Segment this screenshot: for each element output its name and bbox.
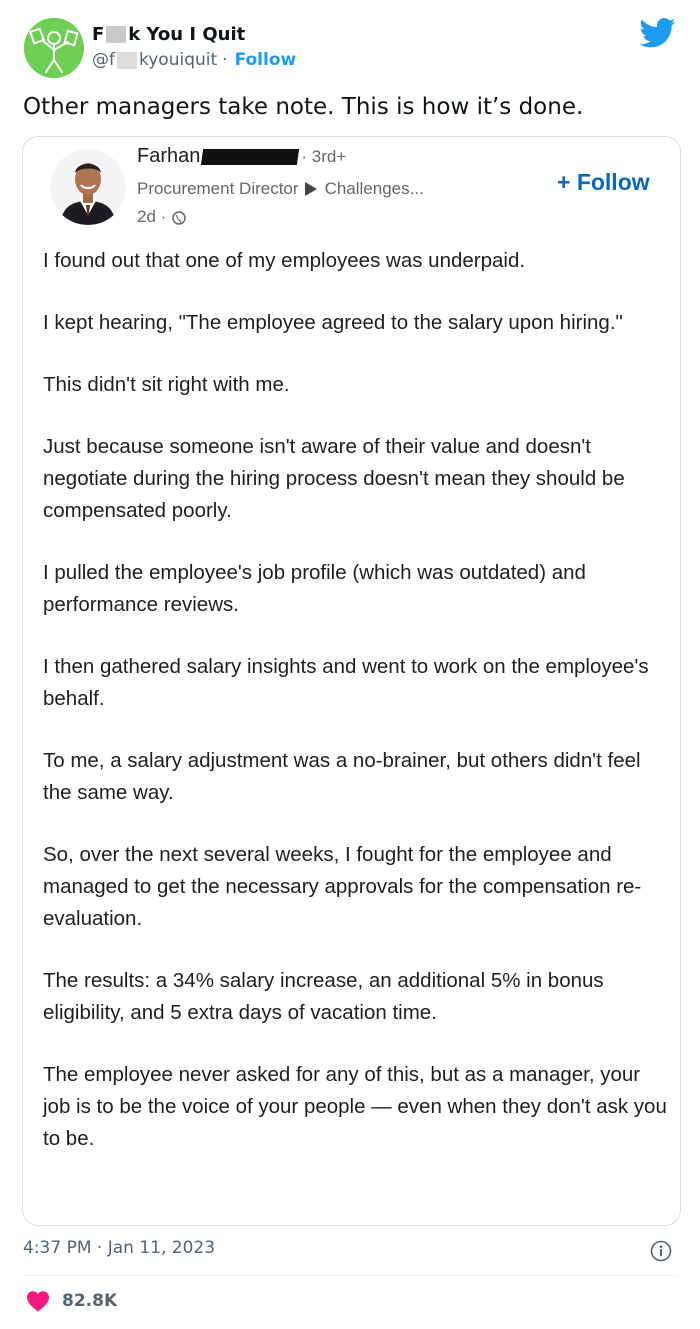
post-paragraph: I then gathered salary insights and went to work on the employee's behalf. bbox=[43, 655, 649, 710]
arrow-right-icon bbox=[305, 182, 317, 196]
footer-divider bbox=[23, 1275, 678, 1276]
poster-name-row bbox=[137, 145, 346, 168]
post-paragraph: I found out that one of my employees was underpaid. bbox=[43, 249, 526, 272]
author-name-suffix: k You I Quit bbox=[128, 24, 246, 45]
author-handle-row bbox=[92, 50, 296, 70]
like-button[interactable] bbox=[26, 1290, 117, 1312]
author-name[interactable] bbox=[92, 24, 245, 45]
author-name-prefix: F bbox=[92, 24, 105, 45]
poster-title-right: Challenges... bbox=[324, 179, 424, 198]
linkedin-follow-button: + Follow bbox=[557, 169, 650, 195]
follow-button[interactable]: Follow bbox=[234, 50, 297, 70]
post-paragraph: So, over the next several weeks, I fought for the employee and managed to get the necessary approvals for the compensation re-evaluation. bbox=[43, 843, 642, 930]
post-body bbox=[43, 245, 668, 1185]
author-avatar[interactable] bbox=[24, 18, 84, 78]
post-paragraph: The employee never asked for any of this, but as a manager, your job is to be the voice of your people — even when they don't ask you to be. bbox=[43, 1063, 667, 1150]
poster-headline bbox=[137, 179, 424, 199]
tweet-timestamp[interactable]: 4:37 PM · Jan 11, 2023 bbox=[23, 1238, 216, 1258]
heart-icon bbox=[26, 1290, 50, 1312]
poster-avatar bbox=[50, 149, 126, 225]
name-censor-box bbox=[106, 26, 126, 43]
post-paragraph: This didn't sit right with me. bbox=[43, 373, 290, 396]
post-paragraph: The results: a 34% salary increase, an additional 5% in bonus eligibility, and 5 extra days of vacation time. bbox=[43, 969, 604, 1024]
info-icon[interactable] bbox=[650, 1240, 672, 1262]
post-age: 2d · bbox=[137, 207, 167, 226]
name-redaction bbox=[201, 149, 299, 165]
handle-censor-box bbox=[117, 52, 137, 69]
post-time bbox=[137, 207, 186, 227]
embedded-post-image[interactable] bbox=[22, 136, 681, 1226]
globe-icon bbox=[172, 210, 186, 224]
author-handle-suffix[interactable]: kyouiquit bbox=[139, 50, 218, 70]
post-paragraph: I pulled the employee's job profile (which was outdated) and performance reviews. bbox=[43, 561, 586, 616]
poster-title-left: Procurement Director bbox=[137, 179, 299, 198]
handle-separator: · bbox=[222, 50, 228, 70]
like-count: 82.8K bbox=[62, 1291, 118, 1311]
post-paragraph: To me, a salary adjustment was a no-brainer, but others didn't feel the same way. bbox=[43, 749, 641, 804]
poster-name: Farhan bbox=[137, 145, 201, 167]
post-paragraph: I kept hearing, "The employee agreed to the salary upon hiring." bbox=[43, 311, 623, 334]
connection-degree: · 3rd+ bbox=[301, 146, 347, 166]
post-paragraph: Just because someone isn't aware of their value and doesn't negotiate during the hiring process doesn't mean they should be compensated poorly. bbox=[43, 435, 625, 522]
tweet-text: Other managers take note. This is how it’s done. bbox=[23, 94, 584, 120]
twitter-bird-icon[interactable] bbox=[640, 18, 676, 48]
author-handle-prefix[interactable]: @f bbox=[92, 50, 115, 70]
